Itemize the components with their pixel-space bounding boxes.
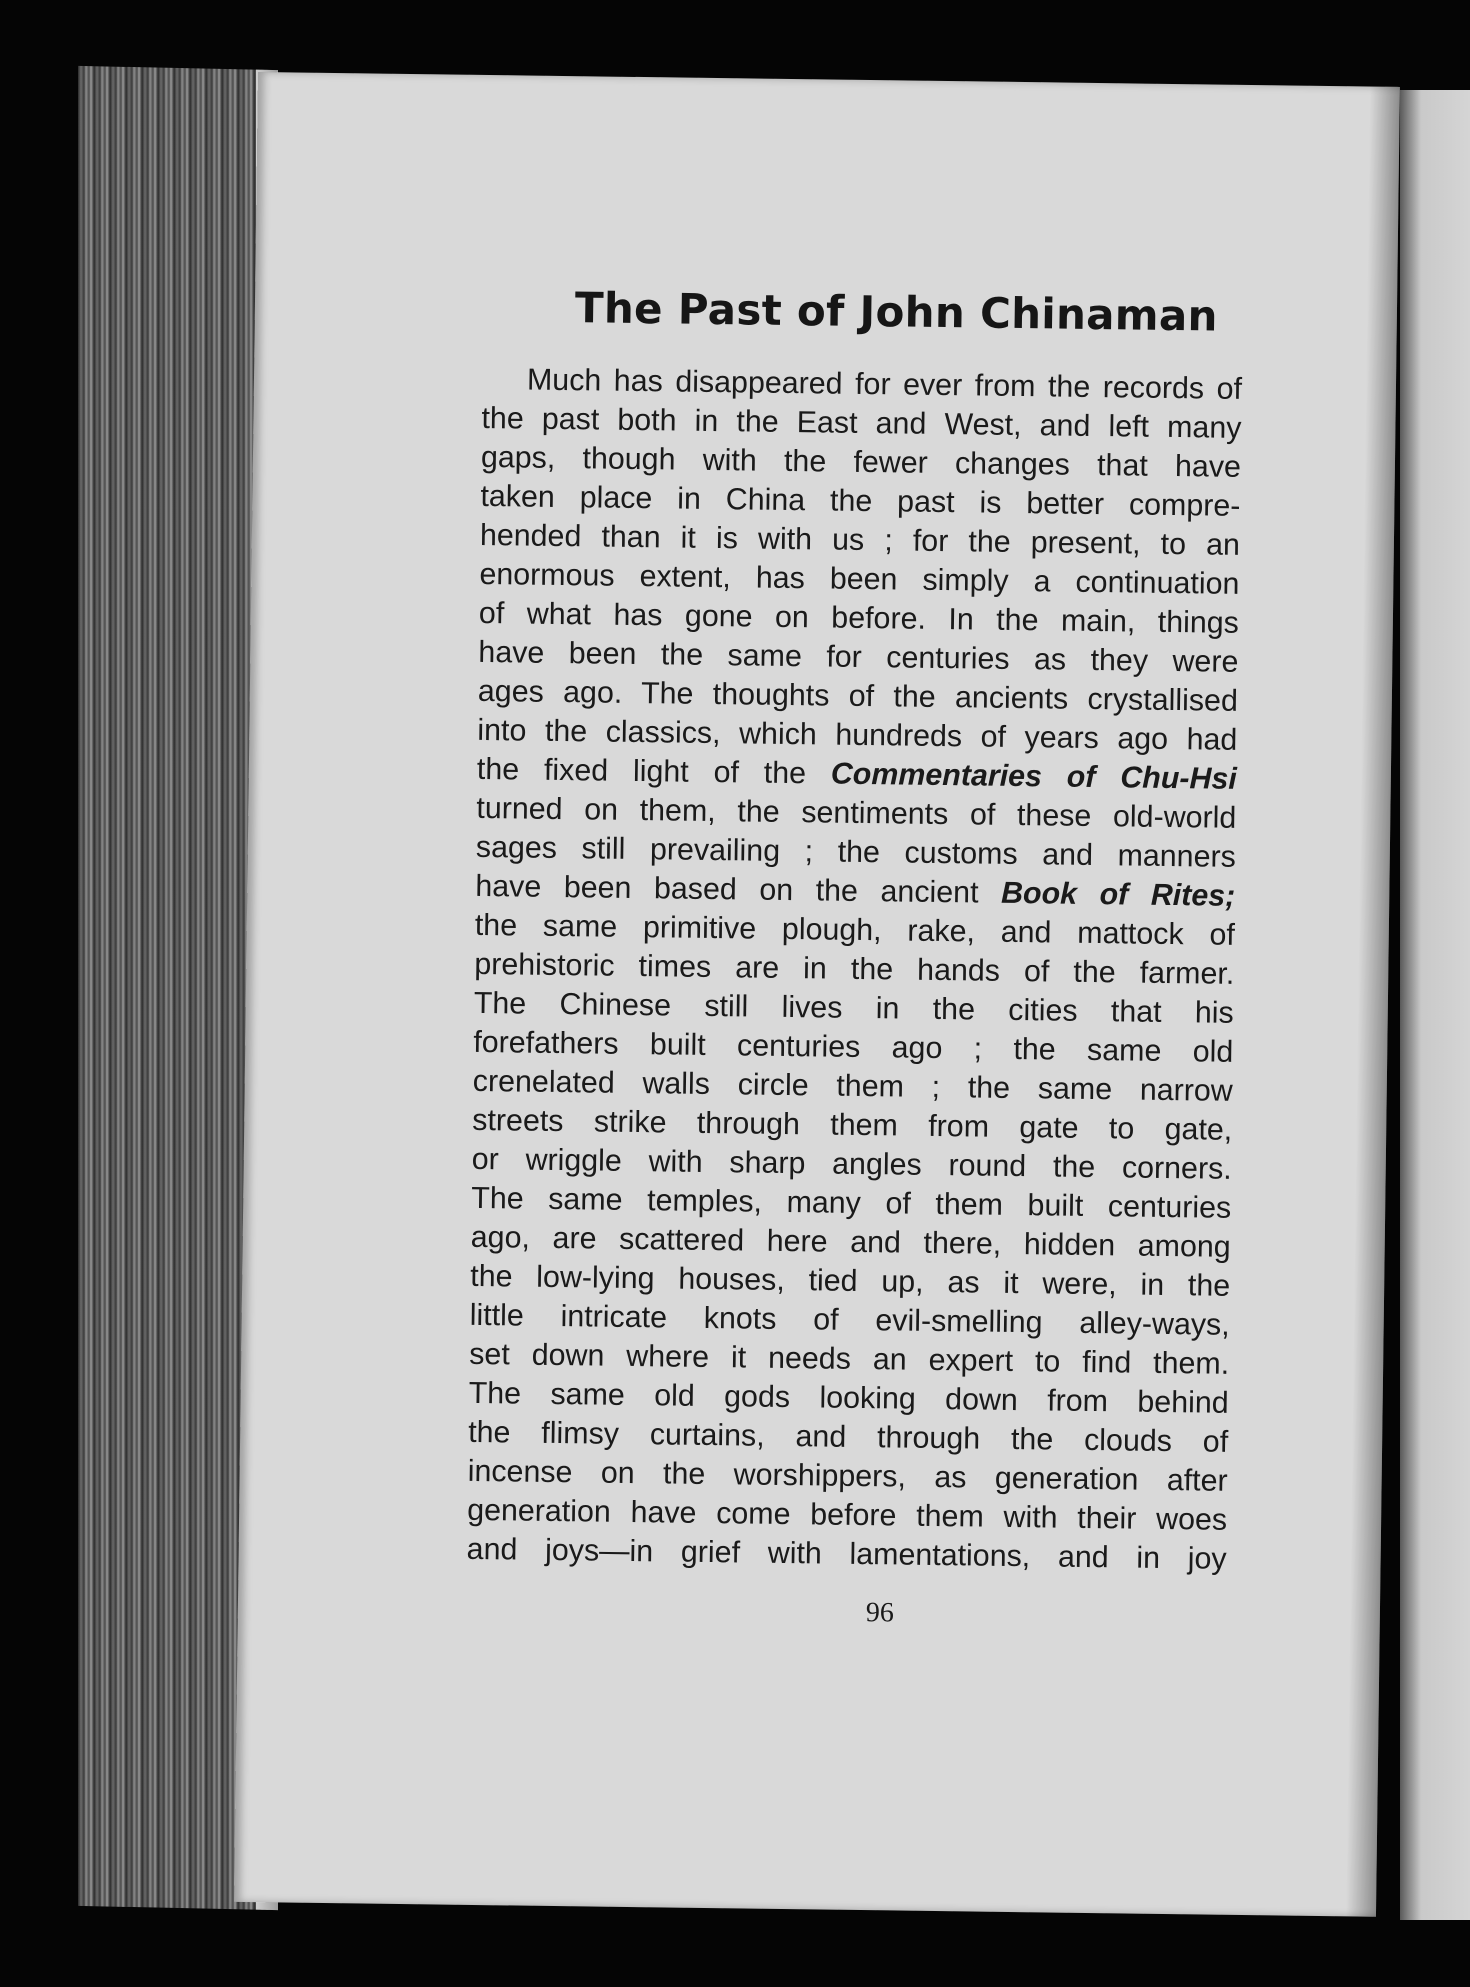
text-segment: sages still prevailing ; the customs and manners (475, 829, 1237, 874)
text-segment: turned on them, the sentiments of these old-world (476, 790, 1237, 835)
text-segment: taken place in China the past is better compre- (480, 478, 1241, 523)
gutter-shadow (1346, 87, 1400, 1917)
text-segment: and joys—in grief with lamentations, and in joy (466, 1531, 1227, 1576)
text-segment: generation have come before them with their woes (466, 1492, 1228, 1537)
body-text (466, 360, 1242, 1579)
text-segment: have been the same for centuries as they were (478, 634, 1239, 679)
text-segment: streets strike through them from gate to gate, (472, 1102, 1233, 1147)
text-segment: little intricate knots of evil-smelling alley-ways, (469, 1297, 1230, 1342)
text-segment: the fixed light of the (476, 751, 832, 791)
page-number: 96 (865, 1597, 895, 1629)
text-segment: set down where it needs an expert to find them. (469, 1336, 1230, 1381)
text-segment: ages ago. The thoughts of the ancients crystallised (477, 673, 1239, 718)
italic-title: Book of Rites; (1000, 875, 1236, 913)
text-segment: The Chinese still lives in the cities that his (473, 985, 1234, 1030)
text-segment: into the classics, which hundreds of years ago had (477, 712, 1238, 757)
text-segment: Much has disappeared for ever from the records of (526, 362, 1243, 406)
text-segment: forefathers built centuries ago ; the same old (473, 1024, 1234, 1069)
book-page (234, 72, 1400, 1917)
text-segment: prehistoric times are in the hands of the farmer. (474, 946, 1235, 991)
text-segment: the flimsy curtains, and through the clouds of (467, 1414, 1229, 1459)
text-segment: have been based on the ancient (475, 868, 1002, 910)
text-segment: the low-lying houses, tied up, as it were, in the (470, 1258, 1231, 1303)
facing-page-edge (1400, 90, 1470, 1920)
text-segment: the past both in the East and West, and left many (481, 400, 1242, 445)
chapter-title: The Past of John Chinaman (574, 283, 1219, 341)
text-segment: or wriggle with sharp angles round the corners. (471, 1141, 1232, 1186)
text-segment: hended than it is with us ; for the present, to an (479, 517, 1241, 562)
text-segment: The same temples, many of them built centuries (471, 1180, 1232, 1225)
italic-title: Commentaries of Chu-Hsi (830, 756, 1238, 796)
text-segment: of what has gone on before. In the main, things (478, 595, 1240, 640)
text-segment: crenelated walls circle them ; the same narrow (472, 1063, 1233, 1108)
text-segment: incense on the worshippers, as generation after (467, 1453, 1228, 1498)
text-segment: gaps, though with the fewer changes that have (480, 439, 1242, 484)
text-segment: enormous extent, has been simply a continuation (479, 556, 1240, 601)
text-segment: the same primitive plough, rake, and mattock of (474, 907, 1236, 952)
text-segment: The same old gods looking down from behind (468, 1375, 1229, 1420)
text-segment: ago, are scattered here and there, hidden among (470, 1219, 1231, 1264)
